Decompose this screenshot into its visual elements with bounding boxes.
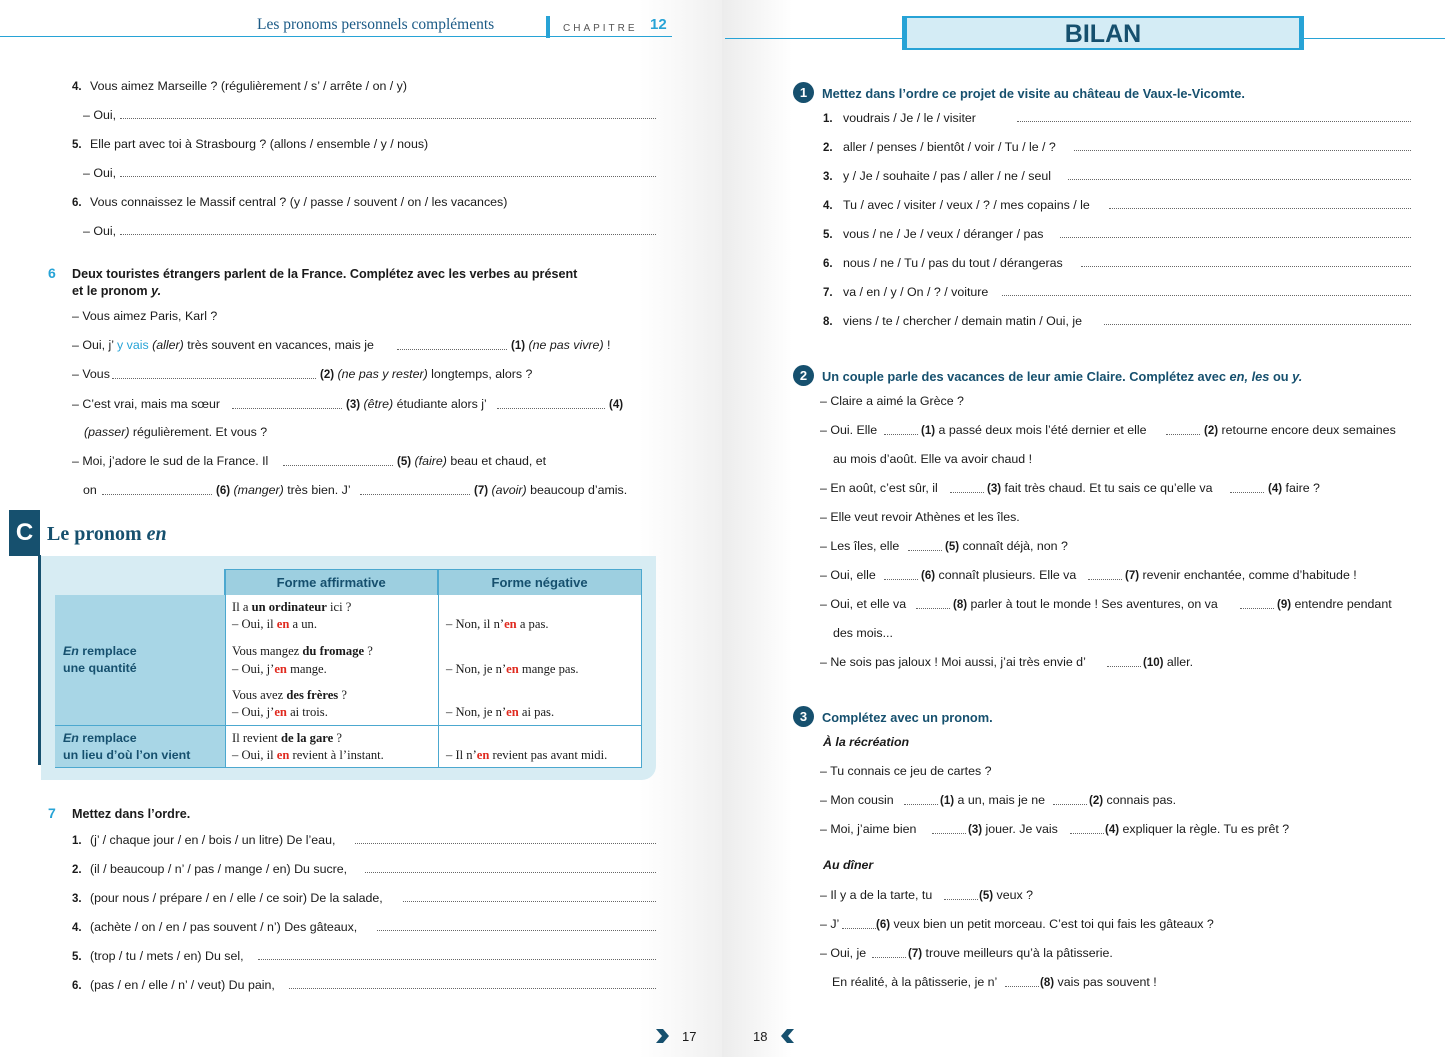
blank[interactable] bbox=[842, 928, 876, 929]
list-item: 6. (pas / en / elle / n’ / veut) Du pain, bbox=[72, 978, 275, 992]
blank-suffix: (7) trouve meilleurs qu’à la pâtisserie. bbox=[908, 946, 1113, 960]
exercise-number: 2 bbox=[793, 365, 814, 386]
dialogue-line: des mois... bbox=[833, 626, 893, 640]
question-item: 6. Vous connaissez le Massif central ? (y / passe / souvent / on / les vacances) bbox=[72, 195, 508, 209]
dialogue-line: – Les îles, elle bbox=[820, 539, 900, 553]
exercise-title: Complétez avec un pronom. bbox=[822, 710, 993, 725]
answer-line[interactable] bbox=[289, 988, 656, 989]
answer-line[interactable] bbox=[1074, 150, 1411, 151]
blank[interactable] bbox=[1070, 833, 1104, 834]
answer-line[interactable] bbox=[120, 118, 656, 119]
exercise-title: Deux touristes étrangers parlent de la France. Complétez avec les verbes au présent bbox=[72, 267, 578, 281]
blank-suffix: (4) expliquer la règle. Tu es prêt ? bbox=[1105, 822, 1290, 836]
list-item: 8. viens / te / chercher / demain matin / Oui, je bbox=[823, 314, 1082, 328]
blank[interactable] bbox=[1240, 608, 1274, 609]
dialogue-line: – Vous aimez Paris, Karl ? bbox=[72, 309, 218, 323]
blank[interactable] bbox=[1005, 986, 1039, 987]
answer-prefix: – Oui, bbox=[83, 166, 117, 180]
dialogue-line: – Tu connais ce jeu de cartes ? bbox=[820, 764, 992, 778]
blank[interactable] bbox=[1166, 434, 1200, 435]
subheading: Au dîner bbox=[823, 858, 874, 872]
dialogue-line: – Moi, j’aime bien bbox=[820, 822, 917, 836]
section-title: Le pronom en bbox=[47, 523, 167, 545]
blank[interactable] bbox=[944, 899, 978, 900]
blank[interactable] bbox=[232, 408, 342, 409]
dialogue-line: – Oui, je bbox=[820, 946, 867, 960]
answer-line[interactable] bbox=[365, 872, 656, 873]
left-page: Les pronoms personnels compléments CHAPITRE 12 4. Vous aimez Marseille ? (régulièrement / s’ / arrête / on / y) – Oui, 5. Elle part avec toi à Strasbourg ? (allons / ensemble / y / nous) – Oui, 6. Vous connaissez le Massif central ? (y / passe / souvent / on / les vacances) – Oui, 6 Deux touristes étrangers parlent de la France. Complétez avec les verbes au présent et le pronom y. – Vous aimez Paris, Karl ? – Oui, j’ y vais (aller) très souvent en vacances, mais je (1) (ne pas vivre) ! – Vous (2) (ne pas y rester) longtemps, alors ? – C’est vrai, mais ma sœur (3) (être) étudiante alors j’ (4) (passer) régulièrement. Et vous ? – Moi, j’adore le sud de la France. Il (5) (faire) beau et chaud, et on (6) (manger) très bien. J’ (7) (avoir) beaucoup d’amis. C Le pronom en Forme affirmative Forme négative En remplace une quantité En remplace un lieu d’où l’on vient Il a un ordinateur ici ? – Oui, il en a un. – Non, il n’en a pas. Vous mangez du fromage ? – Oui, j’en mange. – Non, je n’en mange pas. Vous avez des frères ? – Oui, j’en ai trois. – Non, je n’en ai pas. Il revient de la gare ? – Oui, il en revient à l’instant. – Il n’en revient pas avant midi. 7 Mettez dans l’ordre. 1. (j’ / chaque jour / en / bois / un litre) De l’eau, 2. (il / beaucoup / n’ / pas / mange / en) Du sucre, 3. (pour nous / prépare / en / elle / ce soir) De la salade, 4. (achète / on / en / pas souvent / n’) Des gâteaux, 5. (trop / tu / mets / en) Du sel, 6. (pas / en / elle / n’ / veut) Du pain, 17 bbox=[0, 0, 722, 1057]
answer-prefix: – Oui, bbox=[83, 108, 117, 122]
answer-line[interactable] bbox=[1002, 295, 1411, 296]
blank-suffix: (5) (faire) beau et chaud, et bbox=[397, 454, 547, 468]
blank-suffix: (3) fait très chaud. Et tu sais ce qu’elle va bbox=[987, 481, 1213, 495]
prev-arrow-icon bbox=[778, 1027, 796, 1045]
blank[interactable] bbox=[884, 579, 918, 580]
blank-suffix: (5) connaît déjà, non ? bbox=[945, 539, 1068, 553]
list-item: 5. vous / ne / Je / veux / déranger / pas bbox=[823, 227, 1044, 241]
answer-line[interactable] bbox=[1060, 237, 1411, 238]
exercise-number: 7 bbox=[48, 805, 56, 821]
question-item: 5. Elle part avec toi à Strasbourg ? (allons / ensemble / y / nous) bbox=[72, 137, 429, 151]
subheading: À la récréation bbox=[823, 735, 910, 749]
blank-suffix: (5) veux ? bbox=[979, 888, 1034, 902]
blank-suffix: (8) parler à tout le monde ! Ses aventures, on va bbox=[953, 597, 1218, 611]
list-item: 2. (il / beaucoup / n’ / pas / mange / en) Du sucre, bbox=[72, 862, 348, 876]
header-title: Les pronoms personnels compléments bbox=[257, 16, 495, 33]
dialogue-line: En réalité, à la pâtisserie, je n’ bbox=[832, 975, 998, 989]
blank-suffix: (2) connais pas. bbox=[1089, 793, 1177, 807]
dialogue-line: – Il y a de la tarte, tu bbox=[820, 888, 933, 902]
header-rule bbox=[0, 36, 672, 37]
blank[interactable] bbox=[397, 349, 507, 350]
blank[interactable] bbox=[872, 957, 906, 958]
row-label-place: En remplace un lieu d’où l’on vient bbox=[55, 726, 225, 768]
exercise-number: 3 bbox=[793, 706, 814, 727]
dialogue-line: – Claire a aimé la Grèce ? bbox=[820, 394, 964, 408]
blank[interactable] bbox=[1230, 492, 1264, 493]
page-number: 18 bbox=[753, 1029, 768, 1044]
dialogue-line: (passer) régulièrement. Et vous ? bbox=[84, 425, 268, 439]
list-item: 6. nous / ne / Tu / pas du tout / dérangeras bbox=[823, 256, 1063, 270]
dialogue-line: – Elle veut revoir Athènes et les îles. bbox=[820, 510, 1020, 524]
row-label-quantity: En remplace une quantité bbox=[55, 595, 225, 725]
blank[interactable] bbox=[497, 408, 605, 409]
blank-suffix: (3) jouer. Je vais bbox=[968, 822, 1058, 836]
exercise-title: Mettez dans l’ordre. bbox=[72, 807, 191, 821]
answer-line[interactable] bbox=[258, 959, 656, 960]
exercise-title: Un couple parle des vacances de leur amie Claire. Complétez avec en, les ou y. bbox=[822, 369, 1303, 384]
answer-line[interactable] bbox=[355, 843, 656, 844]
answer-line[interactable] bbox=[403, 901, 656, 902]
blank[interactable] bbox=[102, 494, 212, 495]
header-bar bbox=[546, 16, 550, 38]
blank[interactable] bbox=[916, 608, 950, 609]
blank-suffix: (6) veux bien un petit morceau. C’est toi qui fais les gâteaux ? bbox=[876, 917, 1214, 931]
list-item: 4. (achète / on / en / pas souvent / n’) Des gâteaux, bbox=[72, 920, 358, 934]
blank-suffix: (6) (manger) très bien. J’ bbox=[216, 483, 351, 497]
answer-line[interactable] bbox=[1104, 324, 1411, 325]
dialogue-line: – Ne sois pas jaloux ! Moi aussi, j’ai très envie d’ bbox=[820, 655, 1086, 669]
exercise-number: 6 bbox=[48, 265, 56, 281]
col-header-negative: Forme négative bbox=[438, 570, 642, 596]
blank-suffix: (2) (ne pas y rester) longtemps, alors ? bbox=[320, 367, 533, 381]
section-letter: C bbox=[9, 510, 40, 556]
dialogue-line: on bbox=[83, 483, 97, 497]
list-item: 5. (trop / tu / mets / en) Du sel, bbox=[72, 949, 244, 963]
blank[interactable] bbox=[950, 492, 984, 493]
blank[interactable] bbox=[1053, 804, 1087, 805]
list-item: 1. (j’ / chaque jour / en / bois / un litre) De l’eau, bbox=[72, 833, 336, 847]
answer-line[interactable] bbox=[1017, 121, 1411, 122]
dialogue-line: – Oui. Elle bbox=[820, 423, 878, 437]
answer-line[interactable] bbox=[1068, 179, 1411, 180]
blank[interactable] bbox=[932, 833, 966, 834]
blank-suffix: (2) retourne encore deux semaines bbox=[1204, 423, 1396, 437]
blank-suffix: (7) (avoir) beaucoup d’amis. bbox=[474, 483, 628, 497]
col-header-affirmative: Forme affirmative bbox=[225, 570, 438, 596]
list-item: 3. (pour nous / prépare / en / elle / ce soir) De la salade, bbox=[72, 891, 383, 905]
dialogue-line: – Oui, et elle va bbox=[820, 597, 907, 611]
answer-line[interactable] bbox=[1081, 266, 1411, 267]
dialogue-line: au mois d’août. Elle va avoir chaud ! bbox=[833, 452, 1033, 466]
blank[interactable] bbox=[283, 465, 393, 466]
dialogue-line: – Mon cousin bbox=[820, 793, 894, 807]
exercise-number: 1 bbox=[793, 82, 814, 103]
list-item: 4. Tu / avec / visiter / veux / ? / mes copains / le bbox=[823, 198, 1090, 212]
blank-suffix: (9) entendre pendant bbox=[1277, 597, 1392, 611]
page-title: BILAN bbox=[1064, 20, 1142, 48]
dialogue-line: – En août, c’est sûr, il bbox=[820, 481, 938, 495]
blank-suffix: (6) connaît plusieurs. Elle va bbox=[921, 568, 1077, 582]
list-item: 3. y / Je / souhaite / pas / aller / ne / seul bbox=[823, 169, 1051, 183]
blank[interactable] bbox=[1088, 579, 1122, 580]
blank-suffix: (3) (être) étudiante alors j’ bbox=[346, 397, 487, 411]
exercise-title-line2: et le pronom y. bbox=[72, 284, 162, 298]
dialogue-line: – Oui, j’ y vais (aller) très souvent en vacances, mais je bbox=[72, 338, 374, 352]
blank-suffix: (1) a un, mais je ne bbox=[940, 793, 1045, 807]
answer-line[interactable] bbox=[377, 930, 656, 931]
page-number: 17 bbox=[682, 1029, 697, 1044]
blank-suffix: (8) vais pas souvent ! bbox=[1040, 975, 1157, 989]
blank[interactable] bbox=[884, 434, 918, 435]
blank-suffix: (10) aller. bbox=[1143, 655, 1194, 669]
blank-suffix: (7) revenir enchantée, comme d’habitude ! bbox=[1125, 568, 1357, 582]
exercise-title: Mettez dans l’ordre ce projet de visite au château de Vaux-le-Vicomte. bbox=[822, 86, 1245, 101]
question-item: 4. Vous aimez Marseille ? (régulièrement / s’ / arrête / on / y) bbox=[72, 79, 408, 93]
list-item: 2. aller / penses / bientôt / voir / Tu / le / ? bbox=[823, 140, 1056, 154]
blank[interactable] bbox=[904, 804, 938, 805]
answer-prefix: – Oui, bbox=[83, 224, 117, 238]
list-item: 7. va / en / y / On / ? / voiture bbox=[823, 285, 989, 299]
dialogue-line: – C’est vrai, mais ma sœur bbox=[72, 397, 221, 411]
dialogue-line: – Oui, elle bbox=[820, 568, 876, 582]
blank-suffix: (4) faire ? bbox=[1268, 481, 1320, 495]
dialogue-line: – J’ bbox=[820, 917, 840, 931]
blank[interactable] bbox=[908, 550, 942, 551]
list-item: 1. voudrais / Je / le / visiter bbox=[823, 111, 976, 125]
dialogue-line: – Vous bbox=[72, 367, 110, 381]
blank-suffix: (1) (ne pas vivre) ! bbox=[511, 338, 611, 352]
chapter-label: CHAPITRE bbox=[563, 23, 638, 34]
grammar-table bbox=[55, 569, 642, 596]
right-page bbox=[722, 0, 1445, 1057]
answer-line[interactable] bbox=[120, 176, 656, 177]
next-arrow-icon bbox=[654, 1027, 672, 1045]
answer-line[interactable] bbox=[120, 234, 656, 235]
dialogue-line: – Moi, j’adore le sud de la France. Il bbox=[72, 454, 269, 468]
blank[interactable] bbox=[360, 494, 470, 495]
chapter-number: 12 bbox=[650, 16, 667, 33]
blank[interactable] bbox=[112, 378, 316, 379]
blank[interactable] bbox=[1107, 666, 1141, 667]
blank-number: (4) bbox=[609, 399, 624, 411]
blank-suffix: (1) a passé deux mois l’été dernier et elle bbox=[921, 423, 1147, 437]
answer-line[interactable] bbox=[1109, 208, 1411, 209]
